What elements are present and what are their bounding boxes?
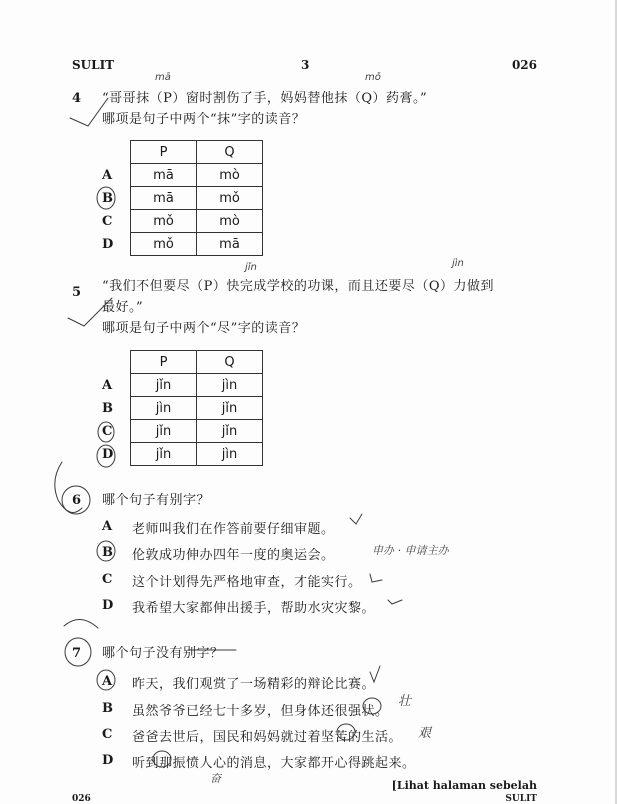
q5-option-a[interactable]: A bbox=[102, 378, 113, 393]
q4-a-p: mā bbox=[131, 164, 197, 187]
q4-b-p: mā bbox=[131, 187, 197, 210]
page-number: 3 bbox=[301, 58, 310, 72]
q5-b-p: jìn bbox=[131, 397, 197, 420]
q4-c-p: mǒ bbox=[131, 210, 197, 233]
q5-b-q: jǐn bbox=[197, 397, 263, 420]
q4-b-q: mǒ bbox=[197, 187, 263, 210]
q5-option-d[interactable]: D bbox=[102, 447, 114, 462]
q6-tick-d bbox=[388, 600, 402, 604]
table-row bbox=[131, 187, 263, 210]
q5-a-p: jǐn bbox=[131, 374, 197, 397]
q5-option-c[interactable]: C bbox=[102, 424, 113, 439]
q6-choice-b-text: 伦敦成功伸办四年一度的奥运会。 bbox=[132, 548, 335, 563]
q6-option-c[interactable]: C bbox=[102, 572, 113, 587]
q5-sentence-line2: 最好。” bbox=[102, 300, 144, 315]
q5-note-2: jìn bbox=[452, 258, 464, 269]
q4-c-q: mò bbox=[197, 210, 263, 233]
q6-choice-c-text: 这个计划得先严格地审查，才能实行。 bbox=[132, 575, 362, 590]
q7-choice-a-text: 昨天，我们观赏了一场精彩的辩论比赛。 bbox=[132, 677, 376, 692]
q5-note-1: jǐn bbox=[245, 262, 257, 273]
q4-note-1: mā bbox=[155, 72, 171, 83]
footer-code: 026 bbox=[72, 794, 91, 804]
q5-c-q: jǐn bbox=[197, 420, 263, 443]
paper-code: 026 bbox=[511, 58, 537, 72]
q4-option-c[interactable]: C bbox=[102, 214, 113, 229]
q6-option-d[interactable]: D bbox=[102, 598, 114, 613]
header-sulit: SULIT bbox=[72, 58, 115, 72]
footer-next-page: [Lihat halaman sebelah bbox=[391, 779, 537, 792]
q4-sentence: “哥哥抹（P）窗时割伤了手，妈妈替他抹（Q）药膏。” bbox=[102, 91, 428, 106]
q7-prompt: 哪个句子没有别字？ bbox=[102, 646, 224, 661]
table-row bbox=[131, 233, 263, 256]
q6-option-a[interactable]: A bbox=[102, 519, 113, 534]
q4-d-q: mā bbox=[197, 233, 263, 256]
table-row bbox=[131, 397, 263, 420]
q5-number: 5 bbox=[72, 285, 82, 300]
q4-option-a[interactable]: A bbox=[102, 168, 113, 183]
q7-number: 7 bbox=[72, 646, 82, 661]
q6-tick-a bbox=[350, 514, 362, 524]
q5-col-p: P bbox=[131, 351, 197, 374]
q6-number: 6 bbox=[72, 493, 82, 508]
q7-option-a[interactable]: A bbox=[102, 674, 113, 689]
q7-option-b[interactable]: B bbox=[102, 701, 113, 716]
q6-margin-note: 申办 · 申请主办 bbox=[372, 544, 449, 557]
q5-option-b[interactable]: B bbox=[102, 401, 113, 416]
q7-option-d[interactable]: D bbox=[102, 753, 114, 768]
q7-note-3: 奋 bbox=[210, 772, 221, 785]
q6-choice-a-text: 老师叫我们在作答前要仔细审题。 bbox=[132, 522, 335, 537]
q7-choice-d-text: 听到那振愤人心的消息，大家都开心得跳起来。 bbox=[132, 756, 416, 771]
table-row bbox=[131, 374, 263, 397]
q5-d-p: jǐn bbox=[131, 443, 197, 466]
q7-note-1: 壮 bbox=[398, 694, 412, 709]
q5-c-p: jǐn bbox=[131, 420, 197, 443]
table-row bbox=[131, 210, 263, 233]
q6-choice-d-text: 我希望大家都伸出援手，帮助水灾灾黎。 bbox=[132, 601, 376, 616]
q4-d-p: mǒ bbox=[131, 233, 197, 256]
q4-a-q: mò bbox=[197, 164, 263, 187]
q6-tick-c bbox=[370, 574, 382, 582]
q4-col-p: P bbox=[131, 141, 197, 164]
q6-prompt: 哪个句子有别字？ bbox=[102, 493, 211, 508]
q5-a-q: jìn bbox=[197, 374, 263, 397]
q7-annotation bbox=[64, 619, 98, 628]
q4-prompt: 哪项是句子中两个“抹”字的读音？ bbox=[102, 112, 306, 127]
q4-col-q: Q bbox=[197, 141, 263, 164]
q4-option-b[interactable]: B bbox=[102, 191, 113, 206]
table-row bbox=[131, 443, 263, 466]
footer-sulit: SULIT bbox=[505, 794, 537, 804]
table-row bbox=[131, 420, 263, 443]
q5-d-q: jìn bbox=[197, 443, 263, 466]
q5-sentence-line1: “我们不但要尽（P）快完成学校的功课，而且还要尽（Q）力做到 bbox=[102, 279, 495, 294]
q6-option-b[interactable]: B bbox=[102, 545, 113, 560]
q7-choice-b-text: 虽然爷爷已经七十多岁，但身体还很强状。 bbox=[132, 704, 389, 719]
table-row bbox=[131, 164, 263, 187]
q5-col-q: Q bbox=[197, 351, 263, 374]
q5-table bbox=[130, 350, 263, 466]
q5-prompt: 哪项是句子中两个“尽”字的读音？ bbox=[102, 321, 306, 336]
q4-number: 4 bbox=[72, 91, 82, 106]
q4-option-d[interactable]: D bbox=[102, 237, 114, 252]
q4-table bbox=[130, 140, 263, 256]
q7-choice-c-text: 爸爸去世后，国民和妈妈就过着坚苦的生活。 bbox=[132, 730, 403, 745]
q7-option-c[interactable]: C bbox=[102, 727, 113, 742]
q7-note-2: 艰 bbox=[418, 726, 432, 741]
q4-note-2: mǒ bbox=[365, 72, 381, 83]
